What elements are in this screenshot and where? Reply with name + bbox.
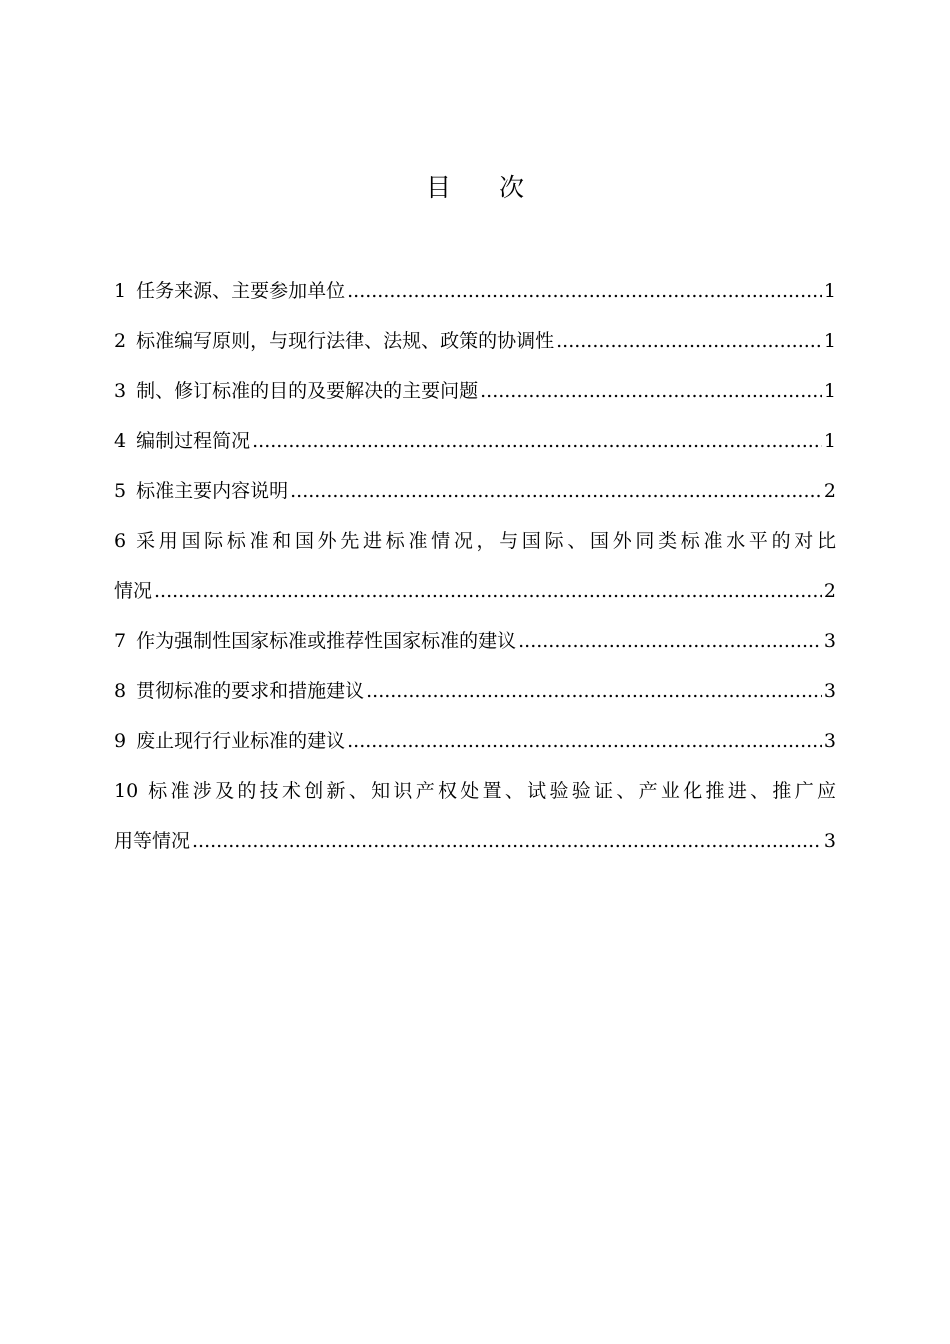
toc-entry-text-line2: 情况 [114,580,153,602]
toc-entry-8[interactable] [114,666,836,716]
toc-entry-page: 3 [823,630,836,652]
toc-entry-number: 9 [114,730,127,752]
toc-entry-page: 1 [823,280,836,302]
toc-entry-text: 制、修订标准的目的及要解决的主要问题 [136,380,479,402]
toc-leader-dots [518,616,822,666]
toc-entry-page: 1 [823,330,836,352]
toc-leader-dots [154,566,822,616]
toc-entry-text: 贯彻标准的要求和措施建议 [136,680,365,702]
toc-entry-number: 7 [114,630,127,652]
toc-leader-dots [347,716,822,766]
toc-entry-5[interactable] [114,466,836,516]
toc-leader-dots [192,816,822,866]
toc-entry-number: 4 [114,430,127,452]
toc-entry-text: 编制过程简况 [136,430,251,452]
toc-entry-number: 10 [114,780,139,802]
toc-entry-1[interactable] [114,266,836,316]
toc-entry-9[interactable] [114,716,836,766]
toc-entry-7[interactable] [114,616,836,666]
toc-entry-number: 5 [114,480,127,502]
toc-entry-number: 6 [114,530,127,552]
toc-entry-4[interactable] [114,416,836,466]
toc-entry-number: 1 [114,280,127,302]
toc-list [114,266,836,866]
toc-leader-dots [366,666,822,716]
toc-entry-page: 3 [823,730,836,752]
toc-entry-10[interactable] [114,766,836,866]
toc-entry-text: 标准主要内容说明 [136,480,289,502]
toc-entry-text-line1: 标准涉及的技术创新、知识产权处置、试验验证、产业化推进、推广应 [148,780,836,802]
toc-entry-6[interactable] [114,516,836,616]
toc-leader-dots [290,466,822,516]
toc-leader-dots [252,416,822,466]
toc-entry-number: 3 [114,380,127,402]
toc-entry-text: 标准编写原则，与现行法律、法规、政策的协调性 [136,330,555,352]
toc-entry-page: 2 [823,580,836,602]
toc-entry-page: 2 [823,480,836,502]
toc-leader-dots [556,316,822,366]
toc-entry-2[interactable] [114,316,836,366]
toc-entry-page: 1 [823,380,836,402]
toc-title-part2: 次 [499,173,525,202]
toc-title [0,168,950,208]
toc-title-part1: 目 [425,173,451,202]
toc-entry-text: 废止现行行业标准的建议 [136,730,346,752]
toc-entry-page: 1 [823,430,836,452]
toc-entry-text-line1: 采用国际标准和国外先进标准情况，与国际、国外同类标准水平的对比 [136,530,836,552]
toc-leader-dots [347,266,822,316]
toc-entry-3[interactable] [114,366,836,416]
toc-entry-text: 作为强制性国家标准或推荐性国家标准的建议 [136,630,517,652]
toc-entry-page: 3 [823,830,836,852]
toc-entry-page: 3 [823,680,836,702]
toc-entry-number: 2 [114,330,127,352]
toc-entry-text-line2: 用等情况 [114,830,191,852]
toc-entry-text: 任务来源、主要参加单位 [136,280,346,302]
toc-leader-dots [480,366,822,416]
toc-entry-number: 8 [114,680,127,702]
